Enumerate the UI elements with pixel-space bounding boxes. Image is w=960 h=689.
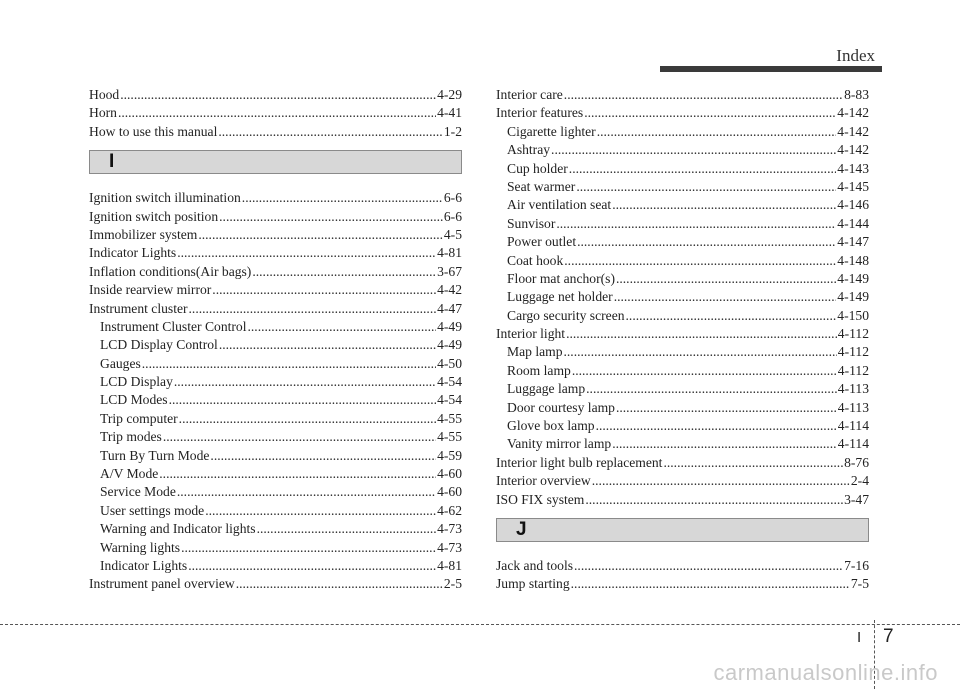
entry-title: Turn By Turn Mode (100, 447, 210, 463)
index-entry (89, 208, 462, 226)
dot-leader (248, 318, 437, 336)
entry-title: Ignition switch position (89, 208, 219, 224)
entry-title: Ashtray (507, 142, 551, 158)
index-entry (89, 465, 462, 483)
index-entry (496, 270, 869, 288)
index-entry (496, 575, 869, 593)
index-entry (496, 307, 869, 325)
entry-page: 4-149 (837, 270, 869, 286)
entry-title: Coat hook (507, 252, 564, 268)
entry-page: 4-148 (837, 252, 869, 268)
dot-leader (614, 288, 837, 306)
entry-page: 4-146 (837, 197, 869, 213)
entry-title: Trip computer (100, 410, 178, 426)
index-entry (89, 373, 462, 391)
index-entry (89, 355, 462, 373)
entry-title: Indicator Lights (100, 557, 188, 573)
dot-leader (663, 454, 843, 472)
index-entry (496, 123, 869, 141)
index-entry (89, 300, 462, 318)
dot-leader (236, 575, 443, 593)
entry-page: 4-73 (437, 539, 462, 555)
dot-leader (177, 483, 436, 501)
index-entry (496, 399, 869, 417)
entry-page: 4-113 (837, 399, 869, 415)
dot-leader (120, 86, 436, 104)
index-entry (89, 557, 462, 575)
entry-page: 4-149 (837, 289, 869, 305)
entry-title: How to use this manual (89, 123, 218, 139)
index-entry (89, 226, 462, 244)
entry-title: A/V Mode (100, 466, 159, 482)
index-entry (89, 447, 462, 465)
entry-title: Floor mat anchor(s) (507, 270, 615, 286)
entry-page: 4-50 (437, 355, 462, 371)
entries-right-top (496, 86, 869, 509)
entry-title: Room lamp (507, 362, 571, 378)
dot-leader (142, 355, 436, 373)
dot-leader (626, 307, 837, 325)
index-entry (496, 141, 869, 159)
entry-title: Luggage net holder (507, 289, 613, 305)
index-entry (89, 336, 462, 354)
entry-page: 4-150 (837, 307, 869, 323)
entry-title: Interior light bulb replacement (496, 454, 663, 470)
entry-page: 4-29 (437, 86, 462, 102)
dot-leader (577, 233, 836, 251)
entry-title: LCD Display Control (100, 337, 218, 353)
entry-title: Door courtesy lamp (507, 399, 615, 415)
entry-page: 4-113 (837, 381, 869, 397)
index-entry (496, 454, 869, 472)
dot-leader (159, 465, 436, 483)
index-column-left (89, 86, 462, 594)
entry-title: Map lamp (507, 344, 563, 360)
dot-leader (181, 539, 436, 557)
entry-page: 4-49 (437, 337, 462, 353)
dot-leader (177, 244, 436, 262)
section-header-j (496, 518, 869, 542)
footer-section-letter: I (857, 629, 862, 646)
entry-page: 4-81 (437, 245, 462, 261)
dot-leader (257, 520, 437, 538)
entry-page: 4-114 (837, 418, 869, 434)
dot-leader (569, 160, 836, 178)
section-letter: I (109, 151, 115, 173)
index-entry (89, 281, 462, 299)
index-entry (89, 189, 462, 207)
dot-leader (551, 141, 836, 159)
entry-title: Power outlet (507, 234, 577, 250)
index-entry (496, 252, 869, 270)
index-entry (496, 215, 869, 233)
dot-leader (564, 252, 836, 270)
index-entry (89, 318, 462, 336)
dot-leader (205, 502, 436, 520)
entry-title: ISO FIX system (496, 491, 585, 507)
index-entry (496, 362, 869, 380)
entries-left-top (89, 86, 462, 141)
section-letter: J (516, 518, 527, 540)
dot-leader (188, 557, 436, 575)
entry-page: 4-112 (837, 326, 869, 342)
entry-title: Interior light (496, 326, 566, 342)
entries-right-bottom (496, 557, 869, 594)
dot-leader (566, 325, 837, 343)
dot-leader (571, 575, 850, 593)
entry-page: 1-2 (443, 123, 462, 139)
entry-title: Jump starting (496, 576, 570, 592)
entry-page: 4-112 (837, 362, 869, 378)
entry-title: Interior care (496, 86, 563, 102)
page-header-title: Index (836, 46, 875, 65)
dot-leader (242, 189, 443, 207)
entry-title: Gauges (100, 355, 141, 371)
index-entry (89, 483, 462, 501)
index-entry (496, 417, 869, 435)
dot-leader (572, 362, 837, 380)
entry-title: Instrument panel overview (89, 576, 235, 592)
entry-title: User settings mode (100, 502, 205, 518)
index-entry (496, 196, 869, 214)
dot-leader (596, 417, 837, 435)
entry-page: 4-142 (837, 123, 869, 139)
index-entry (89, 104, 462, 122)
index-entry (496, 472, 869, 490)
index-entry (496, 86, 869, 104)
entry-page: 4-41 (437, 105, 462, 121)
dot-leader (210, 447, 436, 465)
dot-leader (189, 300, 437, 318)
dot-leader (612, 435, 837, 453)
entry-page: 4-60 (437, 466, 462, 482)
index-entry (89, 86, 462, 104)
index-entry (496, 380, 869, 398)
entry-page: 4-81 (437, 557, 462, 573)
dot-leader (163, 428, 436, 446)
entry-page: 4-55 (437, 429, 462, 445)
entry-page: 4-114 (837, 436, 869, 452)
entry-title: Indicator Lights (89, 245, 177, 261)
index-entry (89, 575, 462, 593)
entry-title: Instrument cluster (89, 300, 188, 316)
entry-title: Cigarette lighter (507, 123, 596, 139)
index-entry (496, 178, 869, 196)
dot-leader (585, 491, 843, 509)
header-rule (660, 66, 882, 72)
entry-page: 4-55 (437, 410, 462, 426)
entry-title: Sunvisor (507, 215, 556, 231)
dot-leader (576, 178, 836, 196)
entry-page: 4-59 (437, 447, 462, 463)
entry-page: 4-143 (837, 160, 869, 176)
dot-leader (597, 123, 837, 141)
entry-title: Vanity mirror lamp (507, 436, 612, 452)
entry-title: Inflation conditions(Air bags) (89, 263, 252, 279)
index-entry (496, 160, 869, 178)
entries-left-bottom (89, 189, 462, 594)
entry-title: Warning lights (100, 539, 181, 555)
page-number: 7 (883, 626, 894, 647)
index-entry (89, 539, 462, 557)
dot-leader (212, 281, 436, 299)
entry-page: 4-145 (837, 178, 869, 194)
index-entry (89, 410, 462, 428)
index-entry (89, 428, 462, 446)
index-entry (496, 557, 869, 575)
dot-leader (219, 208, 443, 226)
entry-page: 4-54 (437, 392, 462, 408)
entry-page: 4-112 (837, 344, 869, 360)
entry-page: 8-76 (844, 454, 869, 470)
entry-title: Cargo security screen (507, 307, 625, 323)
entry-title: LCD Display (100, 374, 173, 390)
entry-title: Horn (89, 105, 117, 121)
entry-title: Trip modes (100, 429, 162, 445)
footer-dashed-rule (0, 624, 960, 625)
index-entry (89, 263, 462, 281)
entry-title: Interior features (496, 105, 584, 121)
entry-title: Inside rearview mirror (89, 282, 212, 298)
dot-leader (616, 270, 836, 288)
entry-page: 4-60 (437, 484, 462, 500)
index-entry (496, 343, 869, 361)
entry-page: 4-49 (437, 318, 462, 334)
entry-title: Jack and tools (496, 557, 574, 573)
entry-title: LCD Modes (100, 392, 168, 408)
dot-leader (584, 104, 836, 122)
dot-leader (586, 380, 837, 398)
dot-leader (556, 215, 836, 233)
entry-page: 4-142 (837, 105, 869, 121)
section-header-i (89, 150, 462, 174)
entry-title: Interior overview (496, 473, 591, 489)
entry-page: 4-62 (437, 502, 462, 518)
entry-title: Service Mode (100, 484, 176, 500)
dot-leader (218, 123, 443, 141)
index-column-right (496, 86, 869, 594)
entry-page: 3-47 (844, 491, 869, 507)
index-entry (496, 491, 869, 509)
index-entry (496, 435, 869, 453)
entry-title: Warning and Indicator lights (100, 521, 256, 537)
entry-title: Air ventilation seat (507, 197, 612, 213)
entry-title: Cup holder (507, 160, 568, 176)
index-entry (89, 520, 462, 538)
entry-page: 4-147 (837, 234, 869, 250)
index-entry (89, 123, 462, 141)
entry-page: 4-144 (837, 215, 869, 231)
entry-page: 7-5 (850, 576, 869, 592)
dot-leader (564, 343, 837, 361)
index-entry (89, 391, 462, 409)
entry-page: 4-5 (443, 226, 462, 242)
entry-page: 2-4 (850, 473, 869, 489)
entry-page: 4-73 (437, 521, 462, 537)
entry-title: Glove box lamp (507, 418, 595, 434)
dot-leader (592, 472, 850, 490)
entry-page: 4-47 (437, 300, 462, 316)
dot-leader (564, 86, 843, 104)
index-entry (496, 325, 869, 343)
entry-title: Hood (89, 86, 120, 102)
dot-leader (252, 263, 436, 281)
entry-page: 4-54 (437, 374, 462, 390)
entry-title: Instrument Cluster Control (100, 318, 247, 334)
dot-leader (616, 399, 837, 417)
entry-page: 6-6 (443, 190, 462, 206)
entry-page: 4-142 (837, 142, 869, 158)
dot-leader (612, 196, 836, 214)
dot-leader (198, 226, 443, 244)
index-entry (496, 288, 869, 306)
index-entry (496, 233, 869, 251)
entry-page: 3-67 (437, 263, 462, 279)
dot-leader (169, 391, 436, 409)
dot-leader (174, 373, 436, 391)
entry-title: Seat warmer (507, 178, 576, 194)
index-entry (89, 502, 462, 520)
watermark: carmanualsonline.info (713, 660, 938, 685)
entry-title: Immobilizer system (89, 226, 198, 242)
entry-title: Ignition switch illumination (89, 190, 241, 206)
index-entry (89, 244, 462, 262)
entry-page: 2-5 (443, 576, 462, 592)
dot-leader (219, 336, 436, 354)
entry-title: Luggage lamp (507, 381, 586, 397)
entry-page: 7-16 (844, 557, 869, 573)
dot-leader (118, 104, 436, 122)
entry-page: 8-83 (844, 86, 869, 102)
entry-page: 6-6 (443, 208, 462, 224)
entry-page: 4-42 (437, 282, 462, 298)
dot-leader (574, 557, 843, 575)
dot-leader (179, 410, 436, 428)
index-entry (496, 104, 869, 122)
